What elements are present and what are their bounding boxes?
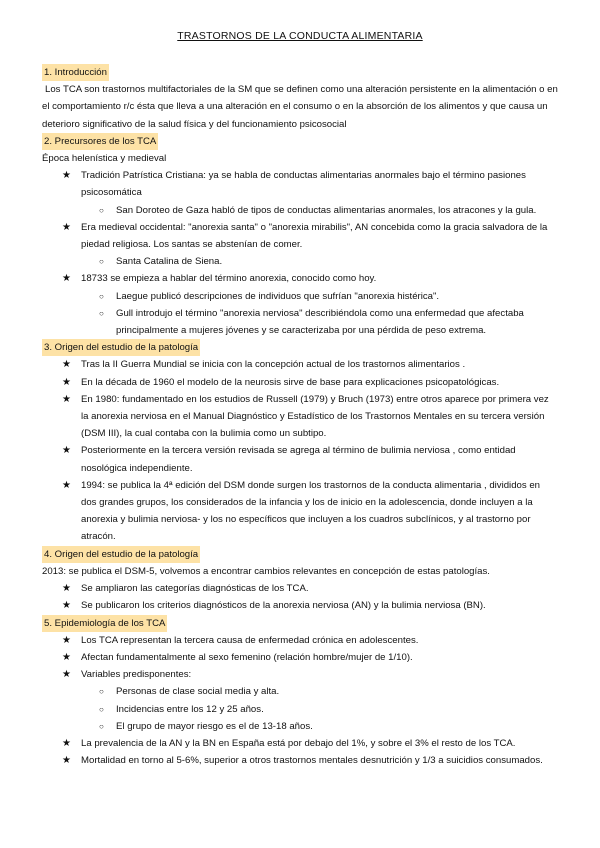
circle-bullet-icon: ○ — [99, 721, 104, 731]
star-bullet-icon: ★ — [62, 273, 71, 285]
list-item: ★ La prevalencia de la AN y la BN en España está por debajo del 1%, y sobre el 3% el resto de los TCA. — [62, 735, 558, 752]
section-heading: 1. Introducción — [42, 64, 109, 81]
section-precursores — [42, 133, 558, 339]
star-bullet-icon: ★ — [62, 669, 71, 681]
sub-list-item: ○ El grupo de mayor riesgo es el de 13-18 años. — [99, 718, 558, 735]
list-item: ★ Afectan fundamentalmente al sexo femenino (relación hombre/mujer de 1/10). — [62, 649, 558, 666]
document-title: TRASTORNOS DE LA CONDUCTA ALIMENTARIA — [177, 30, 423, 42]
list-item: ★ Era medieval occidental: "anorexia santa" o "anorexia mirabilis", AN concebida como la gracia salvadora de la piedad religiosa. Los santas se abstenían de comer. ○ Santa Catalina de Siena. — [62, 219, 558, 271]
sub-list-item: ○ Santa Catalina de Siena. — [99, 253, 558, 270]
circle-bullet-icon: ○ — [99, 291, 104, 301]
sub-list — [81, 202, 558, 219]
paragraph: 2013: se publica el DSM-5, volvemos a encontrar cambios relevantes en concepción de estas patologías. — [42, 565, 490, 577]
sub-list — [81, 253, 558, 270]
circle-bullet-icon: ○ — [99, 257, 104, 267]
section-heading: 4. Origen del estudio de la patología — [42, 546, 200, 563]
section-heading: 5. Epidemiología de los TCA — [42, 615, 167, 632]
list-item: ★ Tras la II Guerra Mundial se inicia con la concepción actual de los trastornos alimentarios . — [62, 356, 558, 373]
section-heading: 2. Precursores de los TCA — [42, 133, 158, 150]
sub-list-item: ○ Gull introdujo el término "anorexia nerviosa" describiéndola como una enfermedad que afectaba principalmente a mujeres jóvenes y se caracterizaba por una pérdida de peso extrema. — [99, 305, 558, 339]
star-bullet-icon: ★ — [62, 583, 71, 595]
list-item: ★ Mortalidad en torno al 5-6%, superior a otros trastornos mentales desnutrición y 1/3 a suicidios consumados. — [62, 752, 558, 769]
sub-list-item: ○ Personas de clase social media y alta. — [99, 683, 558, 700]
section-origen — [42, 339, 558, 545]
list-item: ★ 1994: se publica la 4ª edición del DSM donde surgen los trastornos de la conducta alimentaria , divididos en dos grandes grupos, los considerados de la infancia y los de inicio en la adolescencia, donde incluyen a la anorexia y bulimia nerviosa- y los no específicos que incluyen a los cuadros subclínicos, y al trastorno por atracón. — [62, 477, 558, 546]
section-introduccion — [42, 64, 558, 133]
list-item: ★ En la década de 1960 el modelo de la neurosis sirve de base para explicaciones psicopatológicas. — [62, 374, 558, 391]
bullet-list — [42, 632, 558, 770]
section-epidemiologia — [42, 615, 558, 770]
star-bullet-icon: ★ — [62, 445, 71, 457]
sub-list — [81, 288, 558, 340]
document-body — [42, 64, 558, 769]
list-item: ★ Se publicaron los criterios diagnósticos de la anorexia nerviosa (AN) y la bulimia nerviosa (BN). — [62, 597, 558, 614]
star-bullet-icon: ★ — [62, 634, 71, 646]
circle-bullet-icon: ○ — [99, 205, 104, 215]
star-bullet-icon: ★ — [62, 359, 71, 371]
circle-bullet-icon: ○ — [99, 687, 104, 697]
paragraph: Los TCA son trastornos multifactoriales de la SM que se definen como una alteración persistente en la alimentación o en el comportamiento r/c ésta que lleva a una alteración en el consumo o en la absorción de los alimentos y que causa un deterioro significativo de la salud física y del funcionamiento psicosocial — [42, 84, 558, 130]
sub-list-item: ○ Laegue publicó descripciones de individuos que sufrían "anorexia histérica". — [99, 288, 558, 305]
bullet-list — [42, 580, 558, 614]
list-item: ★ Los TCA representan la tercera causa de enfermedad crónica en adolescentes. — [62, 632, 558, 649]
star-bullet-icon: ★ — [62, 600, 71, 612]
star-bullet-icon: ★ — [62, 170, 71, 182]
bullet-list — [42, 167, 558, 339]
star-bullet-icon: ★ — [62, 376, 71, 388]
list-item: ★ Variables predisponentes: ○ Personas de clase social media y alta. ○ Incidencias entre los 12 y 25 años. ○ El grupo de mayor riesgo es el de 13-18 años. — [62, 666, 558, 735]
list-item: ★ En 1980: fundamentado en los estudios de Russell (1979) y Bruch (1973) entre otros aparece por primera vez la anorexia nerviosa en el Manual Diagnóstico y Estadístico de los Trastornos Mentales en su tercera versión (DSM III), la cual contaba con la bulimia como un subtipo. — [62, 391, 558, 443]
star-bullet-icon: ★ — [62, 737, 71, 749]
star-bullet-icon: ★ — [62, 221, 71, 233]
sub-list-item: ○ San Doroteo de Gaza habló de tipos de conductas alimentarias anormales, los atracones y la gula. — [99, 202, 558, 219]
sub-list — [81, 683, 558, 735]
star-bullet-icon: ★ — [62, 479, 71, 491]
circle-bullet-icon: ○ — [99, 308, 104, 318]
section-heading: 3. Origen del estudio de la patología — [42, 339, 200, 356]
star-bullet-icon: ★ — [62, 393, 71, 405]
list-item: ★ Posteriormente en la tercera versión revisada se agrega al término de bulimia nerviosa , como entidad nosológica independiente. — [62, 442, 558, 476]
section-origen-dsm5 — [42, 546, 558, 615]
sub-list-item: ○ Incidencias entre los 12 y 25 años. — [99, 701, 558, 718]
star-bullet-icon: ★ — [62, 651, 71, 663]
circle-bullet-icon: ○ — [99, 704, 104, 714]
paragraph: Época helenística y medieval — [42, 153, 167, 165]
star-bullet-icon: ★ — [62, 755, 71, 767]
bullet-list — [42, 356, 558, 545]
list-item: ★ 18733 se empieza a hablar del término anorexia, conocido como hoy. ○ Laegue publicó descripciones de individuos que sufrían "anorexia histérica". ○ Gull introdujo el término "anorexia nerviosa" describiéndola como una enfermedad que afectaba principalmente a mujeres jóvenes y se caracterizaba por una pérdida de peso extrema. — [62, 270, 558, 339]
list-item: ★ Tradición Patrística Cristiana: ya se habla de conductas alimentarias anormales bajo el término pasiones psicosomática ○ San Doroteo de Gaza habló de tipos de conductas alimentarias anormales, los atracones y la gula. — [62, 167, 558, 219]
list-item: ★ Se ampliaron las categorías diagnósticas de los TCA. — [62, 580, 558, 597]
